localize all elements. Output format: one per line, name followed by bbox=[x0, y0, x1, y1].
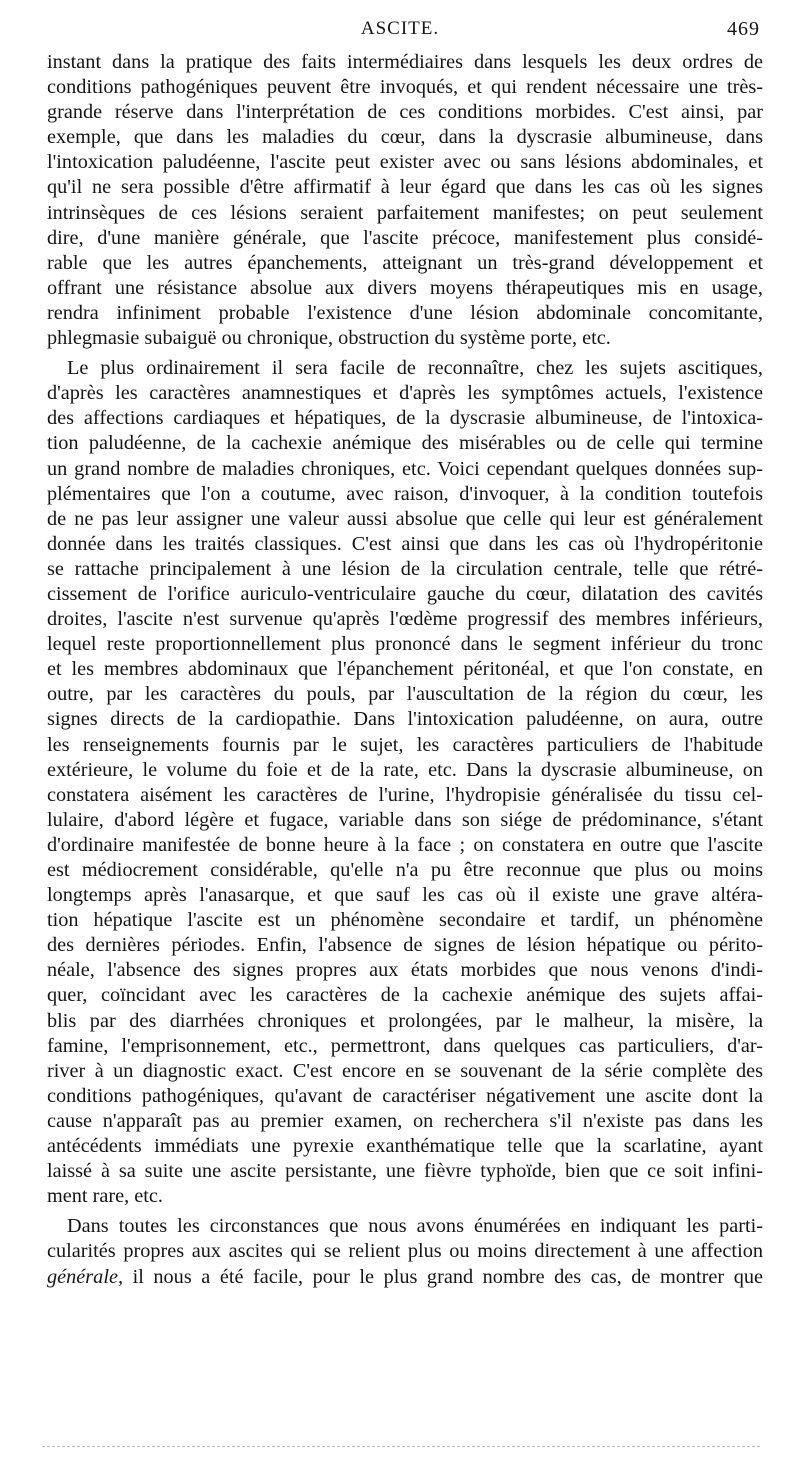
text-line: dire, d'une manière générale, que l'ascite précoce, manifestement plus considé- bbox=[47, 226, 763, 249]
text-line: lequel reste proportionnellement plus prononcé dans le segment inférieur du tronc bbox=[47, 633, 763, 656]
text-line: est médiocrement considérable, qu'elle n'a pu être reconnue que plus ou moins bbox=[47, 859, 763, 881]
text-line: de ne pas leur assigner une valeur aussi absolue que celle qui leur est généralement bbox=[47, 507, 763, 530]
text-line: ment rare, etc. bbox=[47, 1185, 163, 1208]
text-line: cause n'apparaît pas au premier examen, on recherchera s'il n'existe pas dans les bbox=[47, 1109, 763, 1132]
text-line: constatera aisément les caractères de l'urine, l'hydropisie généralisée du tissu cel- bbox=[47, 783, 763, 806]
text-line: offrant une résistance absolue aux divers moyens thérapeutiques mis en usage, bbox=[47, 276, 763, 299]
text-line: grande réserve dans l'interprétation de ces conditions morbides. C'est ainsi, par bbox=[47, 101, 763, 124]
text-line: des dernières périodes. Enfin, l'absence de signes de lésion hépatique ou périto- bbox=[47, 934, 763, 957]
text-line: d'ordinaire manifestée de bonne heure à la face ; on constatera en outre que l'ascite bbox=[47, 833, 763, 856]
text-line: tion hépatique l'ascite est un phénomène secondaire et tardif, un phénomène bbox=[47, 909, 763, 932]
text-line: donnée dans les traités classiques. C'est ainsi que dans les cas où l'hydropéritonie bbox=[47, 532, 763, 555]
text-line: blis par des diarrhées chroniques et prolongées, par le malheur, la misère, la bbox=[47, 1009, 763, 1032]
text-line: intrinsèques de ces lésions seraient parfaitement manifestes; on peut seulement bbox=[47, 201, 763, 224]
text-line: rendra infiniment probable l'existence d'une lésion abdominale concomitante, bbox=[47, 301, 763, 324]
text-line: lulaire, d'abord légère et fugace, variable dans son siége de prédominance, s'étant bbox=[47, 808, 763, 831]
text-line: laissé à sa suite une ascite persistante, une fièvre typhoïde, bien que ce soit infini- bbox=[47, 1160, 763, 1183]
text-line: extérieure, le volume du foie et de la rate, etc. Dans la dyscrasie albumineuse, on bbox=[47, 758, 763, 781]
running-header bbox=[40, 18, 760, 48]
text-line: phlegmasie subaiguë ou chronique, obstruction du système porte, etc. bbox=[47, 327, 611, 350]
text-line: d'après les caractères anamnestiques et d'après les symptômes actuels, l'existence bbox=[47, 382, 763, 405]
text-line: signes directs de la cardiopathie. Dans l'intoxication paludéenne, on aura, outre bbox=[47, 708, 763, 731]
text-line: famine, l'emprisonnement, etc., permettront, dans quelques cas particuliers, d'ar- bbox=[47, 1034, 763, 1057]
text-line: cissement de l'orifice auriculo-ventriculaire gauche du cœur, dilatation des cavités bbox=[47, 582, 763, 605]
text-line: se rattache principalement à une lésion de la circulation centrale, telle que rétré- bbox=[47, 557, 763, 580]
text-line: conditions pathogéniques, qu'avant de caractériser négativement une ascite dont la bbox=[47, 1084, 763, 1107]
paragraph-2 bbox=[47, 356, 763, 1209]
text-line: plémentaires que l'on a coutume, avec raison, d'invoquer, à la condition toutefois bbox=[47, 482, 763, 505]
footer-rule bbox=[42, 1446, 760, 1448]
running-title: ASCITE. bbox=[360, 18, 440, 39]
paragraph-1 bbox=[47, 50, 763, 351]
text-line: longtemps après l'anasarque, et que sauf les cas où il existe une grave altéra- bbox=[47, 884, 763, 907]
text-line: outre, par les caractères du pouls, par l'auscultation de la région du cœur, les bbox=[47, 683, 763, 706]
text-line: un grand nombre de maladies chroniques, etc. Voici cependant quelques données sup- bbox=[47, 457, 763, 480]
text-line: et les membres abdominaux que l'épanchement péritonéal, et que l'on constate, en bbox=[47, 658, 763, 681]
text-line: qu'il ne sera possible d'être affirmatif à leur égard que dans les cas où les signes bbox=[47, 176, 763, 199]
text-line: river à un diagnostic exact. C'est encore en se souvenant de la série complète des bbox=[47, 1059, 763, 1082]
emphasis-word: générale, bbox=[47, 1265, 124, 1288]
text-line: Dans toutes les circonstances que nous avons énumérées en indiquant les parti- bbox=[67, 1215, 763, 1238]
text-fragment: il nous a été facile, pour le plus grand nombre des cas, de montrer que bbox=[123, 1265, 763, 1288]
text-line: antécédents immédiats une pyrexie exanthématique telle que la scarlatine, ayant bbox=[47, 1135, 763, 1158]
text-line: conditions pathogéniques peuvent être invoqués, et qui rendent nécessaire une très- bbox=[47, 76, 763, 99]
text-line: Le plus ordinairement il sera facile de reconnaître, chez les sujets ascitiques, bbox=[67, 357, 763, 380]
text-line-final bbox=[47, 1265, 763, 1290]
text-line: droites, l'ascite n'est survenue qu'après l'œdème progressif des membres inférieurs, bbox=[47, 608, 763, 631]
text-line: rable que les autres épanchements, atteignant un très-grand développement et bbox=[47, 251, 763, 274]
paragraph-3 bbox=[47, 1214, 763, 1289]
text-line: néale, l'absence des signes propres aux états morbides que nous venons d'indi- bbox=[47, 959, 763, 982]
text-line: les renseignements fournis par le sujet, les caractères particuliers de l'habitude bbox=[47, 733, 763, 756]
text-line: l'intoxication paludéenne, l'ascite peut exister avec ou sans lésions abdominales, et bbox=[47, 151, 763, 174]
text-line: quer, coïncidant avec les caractères de la cachexie anémique des sujets affai- bbox=[47, 984, 763, 1007]
main-text bbox=[47, 50, 763, 1290]
text-line: exemple, que dans les maladies du cœur, dans la dyscrasie albumineuse, dans bbox=[47, 126, 763, 149]
text-line: des affections cardiaques et hépatiques, de la dyscrasie albumineuse, de l'intoxica- bbox=[47, 407, 763, 430]
text-line: cularités propres aux ascites qui se relient plus ou moins directement à une affection bbox=[47, 1240, 763, 1263]
text-line: tion paludéenne, de la cachexie anémique des misérables ou de celle qui termine bbox=[47, 432, 763, 455]
page-number: 469 bbox=[727, 18, 760, 40]
text-line: instant dans la pratique des faits intermédiaires dans lesquels les deux ordres de bbox=[47, 51, 763, 73]
